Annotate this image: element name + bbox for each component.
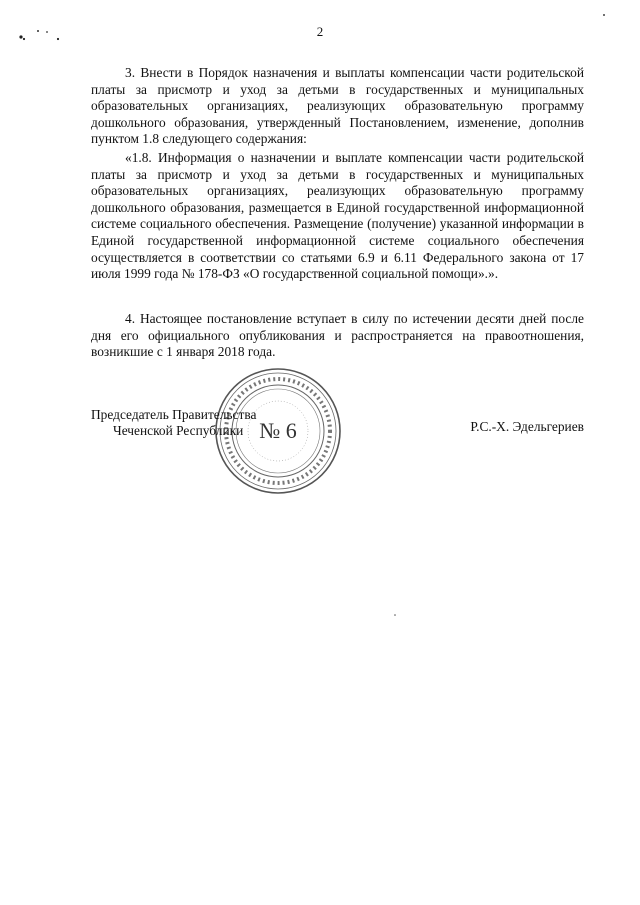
paragraph-1-8 [91,150,584,283]
signature-title-line2: Чеченской Республики [113,423,244,438]
paragraph-3 [91,65,584,148]
signature-name: Р.С.-Х. Эдельгериев [470,419,584,434]
seal-number: № 6 [259,418,297,443]
signature-title [91,407,256,439]
paragraph-1-8-text: «1.8. Информация о назначении и выплате компенсации части родительской платы за присмотр и уход за детьми в государственных и муниципальных образовательных организациях, реализующих образовательную программу дошкольного образования, размещается в Единой государственной информационной системе социального обеспечения. Размещение (получение) указанной информации в Единой государственной информационной системе социального обеспечения осуществляется в соответствии со статьями 6.9 и 6.11 Федерального закона от 17 июля 1999 года № 178-ФЗ «О государственной социальной помощи».». [91,150,584,282]
paragraph-4-text: 4. Настоящее постановление вступает в силу по истечении десяти дней после дня его официального опубликования и распространяется на правоотношения, возникшие с 1 января 2018 года. [91,311,584,360]
paragraph-4 [91,311,584,361]
paragraph-3-text: 3. Внести в Порядок назначения и выплаты компенсации части родительской платы за присмотр и уход за детьми в государственных и муниципальных образовательных организациях, реализующих образовательную программу дошкольного образования, утвержденный Постановлением, изменение, дополнив пунктом 1.8 следующего содержания: [91,65,584,147]
signature-title-line1: Председатель Правительства [91,407,257,422]
page-number: 2 [316,24,324,39]
